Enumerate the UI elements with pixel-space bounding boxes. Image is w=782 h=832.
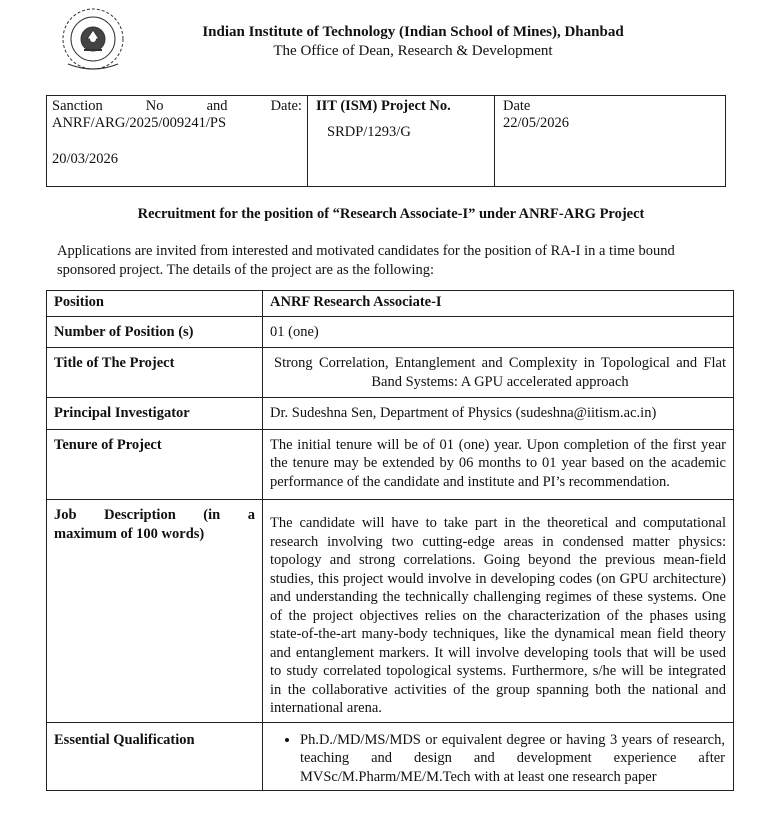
job-label [47, 500, 263, 723]
date-cell [495, 96, 725, 186]
sanction-cell [47, 96, 308, 186]
date-label: Date [503, 98, 531, 114]
pi-value: Dr. Sudeshna Sen, Department of Physics (sudeshna@iitism.ac.in) [263, 398, 734, 430]
sanction-word: Date: [270, 98, 302, 114]
list-item: • Ph.D./MD/MS/MDS or equivalent degree or having 3 years of research, teaching and design and development experience after MVSc/M.Pharm/ME/M.Tech with at least one research paper [300, 731, 725, 787]
row-label: Number of Position (s) [47, 316, 263, 348]
institute-logo [60, 6, 126, 76]
office-name: The Office of Dean, Research & Development [273, 43, 553, 59]
date-value: 22/05/2026 [503, 115, 570, 131]
sanction-label [52, 98, 302, 115]
number-value: 01 (one) [263, 316, 734, 348]
position-value: ANRF Research Associate-I [263, 291, 734, 317]
job-label-line1: Job Description (in a [54, 507, 255, 523]
details-table [46, 290, 734, 791]
sanction-word: and [206, 98, 228, 114]
sanction-word: Sanction [52, 98, 103, 114]
project-label: IIT (ISM) Project No. [316, 98, 451, 114]
institute-name: Indian Institute of Technology (Indian School of Mines), Dhanbad [202, 24, 624, 40]
tenure-value: The initial tenure will be of 01 (one) year. Upon completion of the first year the tenure may be extended by 06 months to 01 year based on the academic performance of the candidate and institute and PI’s recommendation. [263, 429, 734, 500]
sanction-number: ANRF/ARG/2025/009241/PS [52, 115, 227, 131]
row-label: Tenure of Project [47, 429, 263, 500]
table-row [47, 316, 734, 348]
table-row [47, 429, 734, 500]
table-row [47, 500, 734, 723]
table-row [47, 722, 734, 791]
title-value: Strong Correlation, Entanglement and Complexity in Topological and Flat Band Systems: A GPU accelerated approach [274, 355, 726, 390]
intro-paragraph: Applications are invited from interested and motivated candidates for the position of RA-I in a time bound sponsored project. The details of the project are as the following: [57, 243, 675, 278]
qualification-list [270, 731, 725, 787]
row-label: Principal Investigator [47, 398, 263, 430]
table-row [47, 398, 734, 430]
project-number: SRDP/1293/G [327, 124, 411, 140]
sanction-date: 20/03/2026 [52, 151, 119, 167]
qualification-cell [263, 722, 734, 791]
job-label-line2: maximum of 100 words) [54, 525, 205, 542]
row-label: Title of The Project [47, 348, 263, 398]
table-row [47, 291, 734, 317]
table-row [47, 348, 734, 398]
project-cell [308, 96, 495, 186]
project-meta-box [46, 95, 726, 187]
row-label: Position [47, 291, 263, 317]
sanction-word: No [145, 98, 164, 114]
job-description: The candidate will have to take part in the theoretical and computational research involving two cutting-edge areas in condensed matter physics: topology and strong correlations. Going beyond the previous mean-field studies, this project would involve in developing codes (on GPU architecture) and understanding the technically challenging regimes of these systems. One of the project objectives relies on the characterization of the phases using state-of-the-art many-body techniques, like the dynamical mean field theory and entanglement markers. It will involve developing tools that will be used to study correlated topological systems. Furthermore, s/he will be integrated in the collaborative activities of the group spanning both the national and international arena. [263, 500, 734, 723]
title-cell [263, 348, 734, 398]
row-label: Essential Qualification [47, 722, 263, 791]
recruitment-heading: Recruitment for the position of “Research Associate-I” under ANRF-ARG Project [137, 206, 645, 222]
